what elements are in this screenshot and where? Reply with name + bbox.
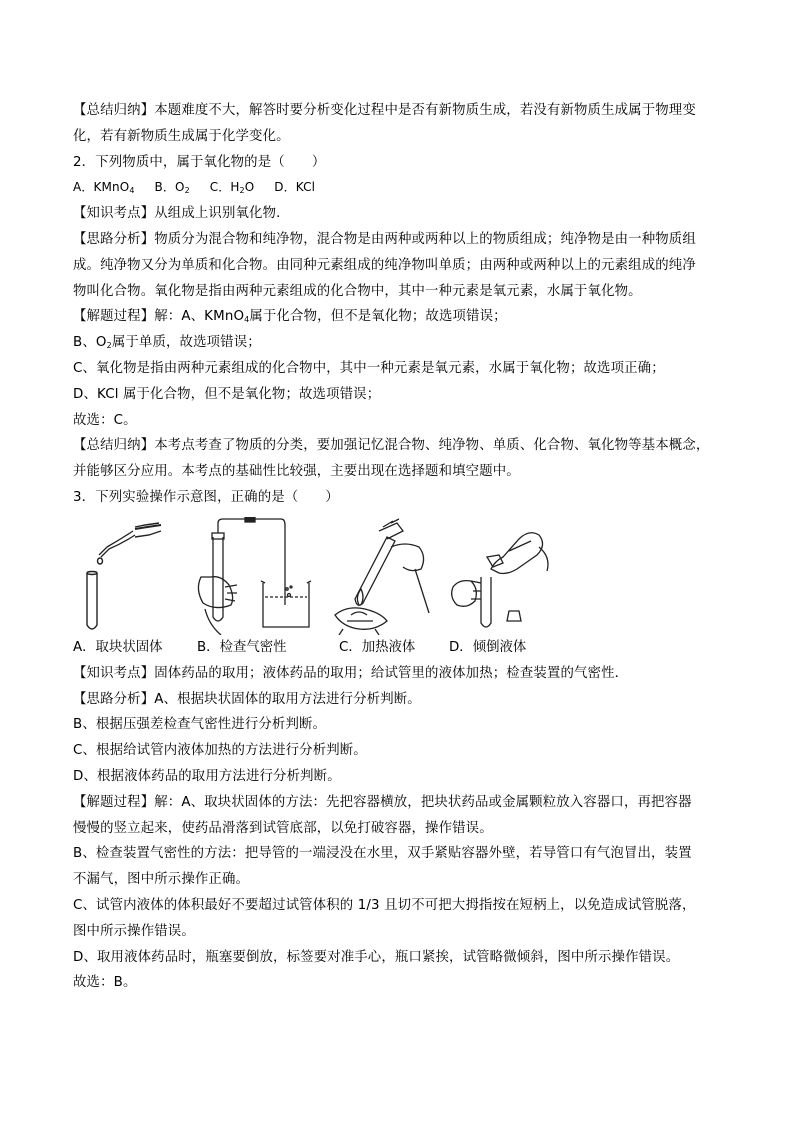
section-tag: 【知识考点】: [73, 665, 155, 681]
option-b: B．$O_2$: [154, 180, 190, 196]
knowledge-line: 【知识考点】固体药品的取用；液体药品的取用；给试管里的液体加热；检查装置的气密性．: [73, 665, 629, 681]
question-stem: 2．下列物质中，属于氧化物的是（ ）: [73, 154, 326, 170]
answer-line: 故选：B。: [73, 975, 137, 991]
analysis-line: D、根据液体药品的取用方法进行分析判断。: [73, 768, 341, 784]
process-line: D、KCl 属于化合物，但不是氧化物；故选项错误；: [73, 386, 381, 402]
caption-b: B．检查气密性: [197, 639, 287, 655]
process-line: 图中所示操作错误。: [73, 923, 195, 939]
summary-line: 并能够区分应用。本考点的基础性比较强，主要出现在选择题和填空题中。: [73, 464, 520, 480]
section-tag: 【思路分析】: [73, 231, 155, 247]
process-line: 【解题过程】解：A、KMnO$_4$属于化合物，但不是氧化物；故选项错误；: [73, 309, 507, 325]
process-line: D、取用液体药品时，瓶塞要倒放，标签要对准手心，瓶口紧挨，试管略微倾斜，图中所示操作错误。: [73, 949, 680, 965]
figure-d-pouring-liquid: [447, 517, 557, 635]
figure-b-airtightness: [185, 517, 325, 635]
knowledge-line: 【知识考点】从组成上识别氧化物．: [73, 206, 290, 222]
process-line: 慢慢的竖立起来，使药品滑落到试管底部，以免打破容器，操作错误。: [73, 820, 493, 836]
document-page: [73, 98, 729, 996]
section-tag: 【思路分析】: [73, 691, 155, 707]
analysis-line: 【思路分析】物质分为混合物和纯净物，混合物是由两种或两种以上的物质组成；纯净物是由一种物质组: [73, 231, 696, 247]
analysis-line: 成。纯净物又分为单质和化合物。由同种元素组成的纯净物叫单质；由两种或两种以上的元素组成的纯净: [73, 257, 696, 273]
option-d: D．KCl: [274, 180, 316, 195]
experiment-figures: [73, 517, 729, 635]
caption-a: A．取块状固体: [73, 639, 163, 655]
option-a: A．KMnO$_4$: [73, 180, 135, 196]
process-line: 不漏气，图中所示操作正确。: [73, 872, 250, 888]
analysis-line: C、根据给试管内液体加热的方法进行分析判断。: [73, 743, 367, 759]
summary-line: 【总结归纳】本考点考查了物质的分类，要加强记忆混合物、纯净物、单质、化合物、氧化物等基本概念，: [73, 438, 710, 454]
answer-line: 故选：C。: [73, 412, 137, 428]
question-stem: 3．下列实验操作示意图，正确的是（ ）: [73, 489, 339, 505]
process-line: C、氧化物是指由两种元素组成的化合物中，其中一种元素是氧元素，水属于氧化物；故选项正确；: [73, 360, 665, 376]
section-tag: 【解题过程】: [73, 794, 155, 810]
process-line: C、试管内液体的体积最好不要超过试管体积的 1/3 且切不可把大拇指按在短柄上，以免造成试管脱落，: [73, 897, 696, 913]
caption-d: D．倾倒液体: [449, 639, 527, 655]
analysis-line: 【思路分析】A、根据块状固体的取用方法进行分析判断。: [73, 691, 421, 707]
summary-line: [73, 98, 729, 124]
option-c: C．$H_2O$: [209, 180, 255, 196]
section-tag: 【总结归纳】: [73, 438, 155, 454]
section-tag: 【知识考点】: [73, 206, 155, 222]
figure-a-solid-tongs: [75, 517, 167, 635]
process-line: 【解题过程】解：A、取块状固体的方法：先把容器横放，把块状药品或金属颗粒放入容器口，再把容器: [73, 794, 692, 810]
caption-c: C．加热液体: [339, 639, 416, 655]
summary-line: 化，若有新物质生成属于化学变化。: [73, 128, 290, 144]
figure-c-heating-liquid: [325, 517, 435, 635]
process-line: B、检查装置气密性的方法：把导管的一端浸没在水里，双手紧贴容器外壁，若导管口有气泡冒出，装置: [73, 846, 692, 862]
analysis-line: 物叫化合物。氧化物是指由两种元素组成的化合物中，其中一种元素是氧元素，水属于氧化物。: [73, 283, 642, 299]
summary-text: 本题难度不大，解答时要分析变化过程中是否有新物质生成，若没有新物质生成属于物理变: [154, 103, 696, 118]
section-tag: 【总结归纳】: [73, 103, 155, 118]
section-tag: 【解题过程】: [73, 309, 155, 325]
analysis-line: B、根据压强差检查气密性进行分析判断。: [73, 717, 327, 733]
question-options: [73, 175, 729, 201]
process-line: B、$O_2$属于单质，故选项错误；: [73, 335, 261, 351]
figure-captions: [73, 635, 729, 661]
